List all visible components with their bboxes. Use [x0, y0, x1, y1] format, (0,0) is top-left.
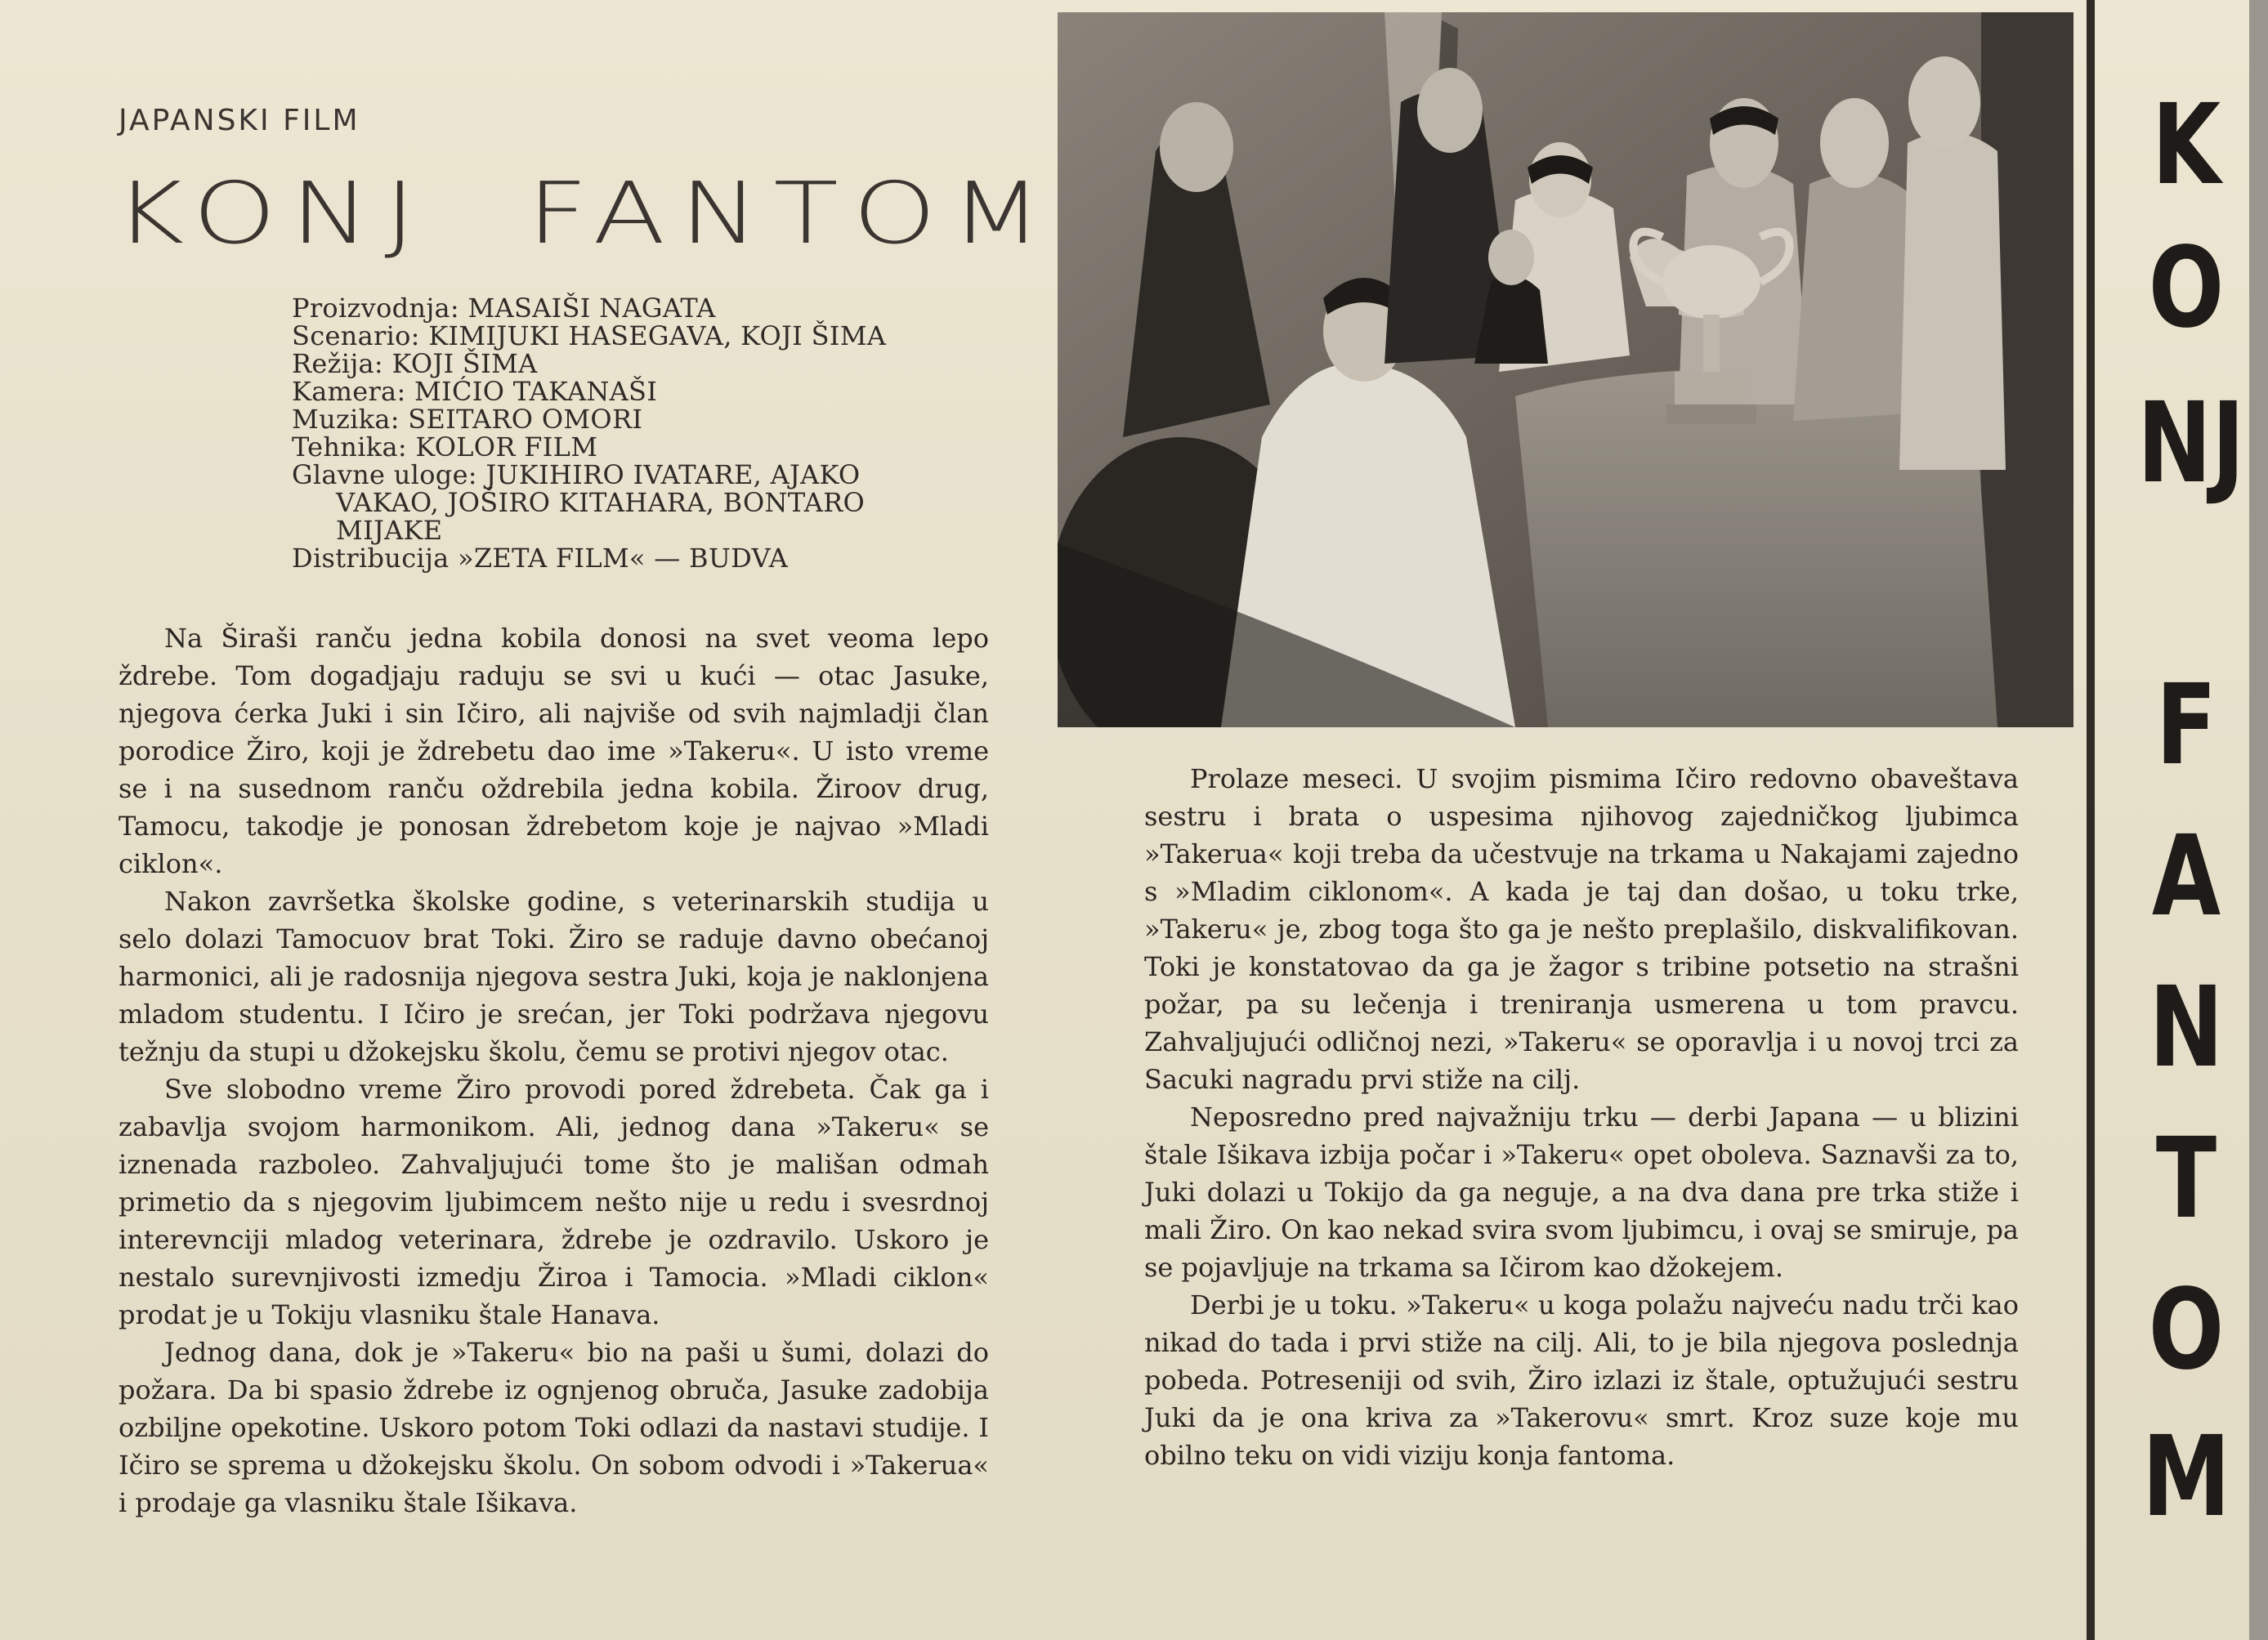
paragraph: Na Širaši ranču jedna kobila donosi na svet veoma lepo ždrebe. Tom dogadjaju raduju se svi u kući — otac Jasuke, njegova ćerka Juki i sin Ičiro, ali najviše od svih najmladji član porodice Žiro, koji je ždrebetu dao ime »Takeru«. U isto vreme se i na susednom ranču oždrebila jedna kobila. Žiroov drug, Tamocu, takodje je ponosan ždrebetom koje je najvao »Mladi ciklon«. — [119, 623, 989, 879]
paragraph: Nakon završetka školske godine, s veterinarskih studija u selo dolazi Tamocuov brat Toki. Žiro se raduje davno obećanoj harmonici, ali je radosnija njegova sestra Juki, koja je naklonjena mladom studentu. I Ičiro je srećan, jer Toki podržava njegovu težnju da stupi u džokejsku školu, čemu se protivi njegov otac. — [119, 886, 989, 1067]
credit-line: Muzika: SEITARO OMORI — [292, 404, 643, 435]
vertical-title-letter: F — [2155, 661, 2217, 790]
vertical-title-letter: O — [2148, 1266, 2225, 1395]
paragraph: Derbi je u toku. »Takeru« u koga polažu najveću nadu trči kao nikad do tada i prvi stiže na cilj. Ali, to je bila njegova poslednja pobeda. Potreseniji od svih, Žiro izlazi iz štale, optužujući sestru Juki da je ona kriva za »Takerovu« smrt. Kroz suze koje mu obilno teku on vidi viziju konja fantoma. — [1144, 1289, 2019, 1471]
paragraph: Neposredno pred najvažniju trku — derbi Japana — u blizini štale Išikava izbija počar i »Takeru« opet oboleva. Saznavši za to, Juki dolazi u Tokijo da ga neguje, a na dva dana pre trka stiže i mali Žiro. On kao nekad svira svom ljubimcu, i ovaj se smiruje, pa se pojavljuje na trkama sa Ičirom kao džokejem. — [1144, 1102, 2019, 1283]
paragraph: Jednog dana, dok je »Takeru« bio na paši u šumi, dolazi do požara. Da bi spasio ždrebe iz ognjenog obruča, Jasuke zadobija ozbiljne opekotine. Uskoro potom Toki odlazi da nastavi studije. I Ičiro se sprema u džokejsku školu. On sobom odvodi i »Takerua« i prodaje ga vlasniku štale Išikava. — [119, 1337, 989, 1518]
credit-line: Režija: KOJI ŠIMA — [292, 348, 538, 379]
vertical-title-letter: A — [2151, 812, 2221, 941]
credit-line: Proizvodnja: MASAIŠI NAGATA — [292, 293, 716, 324]
kicker: JAPANSKI FILM — [119, 104, 360, 137]
vertical-title-letter: O — [2148, 224, 2225, 353]
scan-edge — [2249, 0, 2268, 1640]
vertical-title-letter: M — [2141, 1413, 2231, 1542]
vertical-title-letter: NJ — [2137, 379, 2245, 508]
fold-divider — [2087, 0, 2095, 1640]
film-still-illustration — [1058, 12, 2073, 727]
credit-line: Kamera: MIĆIO TAKANAŠI — [292, 376, 658, 407]
credit-line: Distribucija »ZETA FILM« — BUDVA — [292, 543, 789, 574]
film-still-photo — [1058, 12, 2073, 727]
vertical-title-letter: K — [2151, 81, 2221, 210]
credit-line: Tehnika: KOLOR FILM — [292, 431, 598, 463]
credits-block — [292, 294, 1011, 572]
vertical-title — [2125, 81, 2248, 1626]
credit-line: MIJAKE — [336, 515, 443, 546]
synopsis-left-column — [119, 619, 989, 1522]
credit-line: Scenario: KIMIJUKI HASEGAVA, KOJI ŠIMA — [292, 320, 887, 351]
vertical-title-letter: N — [2149, 963, 2224, 1093]
paragraph: Prolaze meseci. U svojim pismima Ičiro redovno obaveštava sestru i brata o uspesima njihovog zajedničkog ljubimca »Takerua« koji treba da učestvuje na trkama u Nakajami zajedno s »Mladim ciklonom«. A kada je taj dan došao, u toku trke, »Takeru« je, zbog toga što ga je nešto preplašilo, diskvalifikovan. Toki je konstatovao da ga je žagor s tribine potsetio na strašni požar, pa su lečenja i treniranja usmerena u tom pravcu. Zahvaljujući odličnoj nezi, »Takeru« se oporavlja i u novoj trci za Sacuki nagradu prvi stiže na cilj. — [1144, 763, 2019, 1095]
vertical-title-letter: T — [2155, 1115, 2217, 1244]
credit-line: Glavne uloge: JUKIHIRO IVATARE, AJAKO — [292, 459, 861, 490]
synopsis-right-column — [1144, 760, 2019, 1474]
paragraph: Sve slobodno vreme Žiro provodi pored ždrebeta. Čak ga i zabavlja svojom harmonikom. Ali, jednog dana »Takeru« se iznenada razboleo. Zahvaljujući tome što je mališan odmah primetio da s njegovim ljubimcem nešto nije u redu i svesrdnoj interevnciji mladog veterinara, ždrebe je ozdravilo. Uskoro je nestalo surevnjivosti izmedju Žiroa i Tamocia. »Mladi ciklon« prodat je u Tokiju vlasniku štale Hanava. — [119, 1074, 989, 1330]
credit-line: VAKAO, JOŠIRO KITAHARA, BONTARO — [336, 487, 866, 518]
film-title: KONJ FANTOM — [114, 163, 1057, 263]
